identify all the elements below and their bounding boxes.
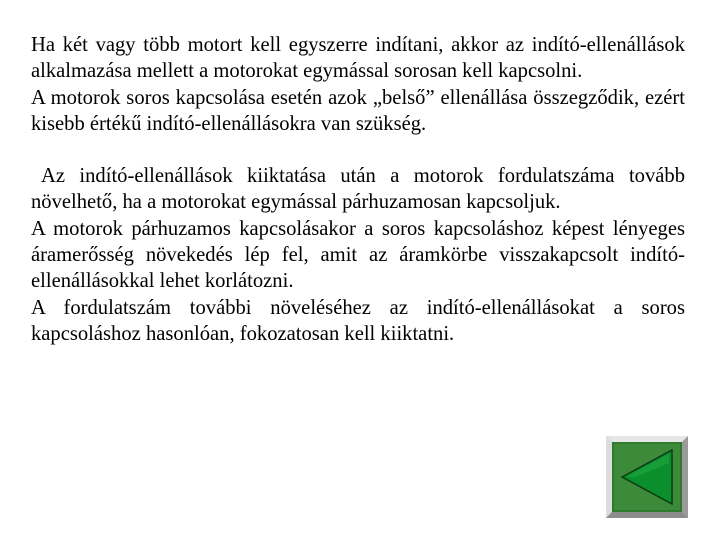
back-button[interactable] xyxy=(606,436,688,518)
slide-text xyxy=(31,32,685,347)
paragraph-gap xyxy=(31,137,685,163)
back-arrow-icon xyxy=(606,436,688,518)
paragraph-3: Az indító-ellenállások kiiktatása után a motorok fordulatszáma tovább növelhető, ha a motorokat egymással párhuzamosan kapcsoljuk. xyxy=(31,165,685,214)
paragraph-2: A motorok soros kapcsolása esetén azok „belső” ellenállása összegződik, ezért kisebb értékű indító-ellenállásokra van szükség. xyxy=(31,86,685,135)
paragraph-4: A motorok párhuzamos kapcsolásakor a soros kapcsoláshoz képest lényeges áramerősség növekedés lép fel, amit az áramkörbe visszakapcsolt indító-ellenállásokkal lehet korlátozni. xyxy=(31,217,685,293)
paragraph-1: Ha két vagy több motort kell egyszerre indítani, akkor az indító-ellenállások alkalmazása mellett a motorokat egymással sorosan kell kapcsolni. xyxy=(31,34,685,83)
paragraph-5: A fordulatszám további növeléséhez az indító-ellenállásokat a soros kapcsoláshoz hasonlóan, fokozatosan kell kiiktatni. xyxy=(31,296,685,345)
